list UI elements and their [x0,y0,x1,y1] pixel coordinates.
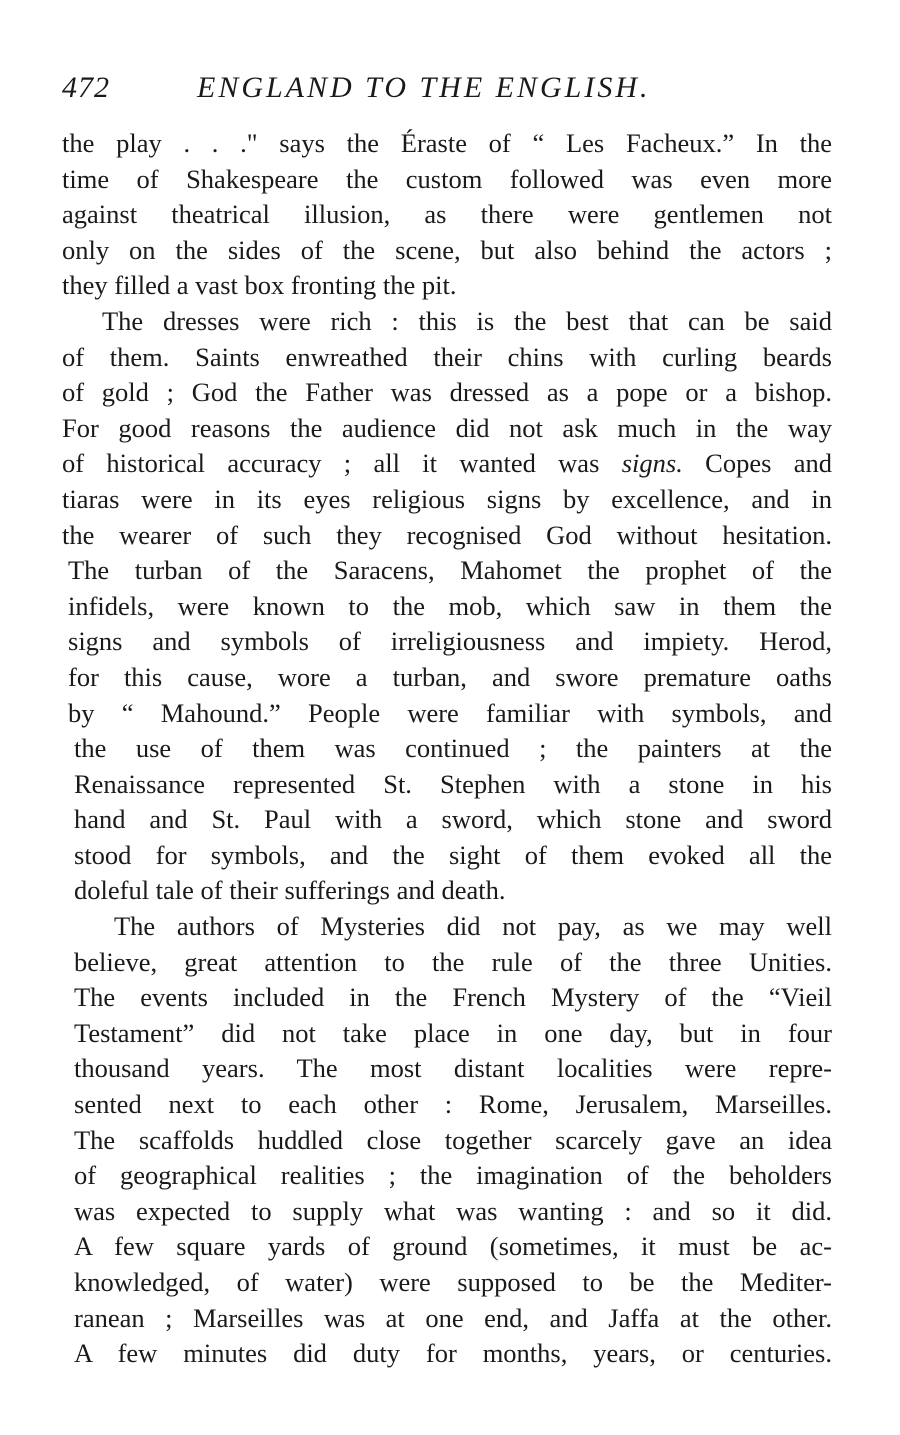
page-number: 472 [62,71,110,104]
text-line: the wearer of such they recognised God without hesitation. [62,519,832,550]
text-line: hand and St. Paul with a sword, which stone and sword [74,804,832,835]
text-segment: Copes and [682,448,832,479]
text-line: by “ Mahound.” People were familiar with symbols, and [68,697,832,728]
text-line: The dresses were rich : this is the best that can be said [102,305,832,336]
text-line: Renaissance represented St. Stephen with a stone in his [74,768,832,799]
text-line: they filled a vast box fronting the pit. [62,270,457,301]
text-line: of gold ; God the Father was dressed as a pope or a bishop. [62,377,832,408]
text-line: The scaffolds huddled close together scarcely gave an idea [74,1124,832,1155]
text-line: For good reasons the audience did not ask much in the way [62,412,832,443]
text-line: A few minutes did duty for months, years, or centuries. [74,1338,832,1369]
text-line: sented next to each other : Rome, Jerusalem, Marseilles. [74,1089,832,1120]
text-line: of them. Saints enwreathed their chins with curling beards [62,341,832,372]
text-line: infidels, were known to the mob, which saw in them the [68,590,832,621]
text-line: The events included in the French Mystery of the “Vieil [74,982,832,1013]
text-line: ranean ; Marseilles was at one end, and Jaffa at the other. [74,1302,832,1333]
text-line: time of Shakespeare the custom followed was even more [62,163,832,194]
text-line: was expected to supply what was wanting : and so it did. [74,1195,832,1226]
text-line: for this cause, wore a turban, and swore premature oaths [68,661,832,692]
text-segment: of historical accuracy ; all it wanted was [62,448,622,479]
text-line: the use of them was continued ; the painters at the [74,733,832,764]
paragraph [62,304,832,909]
paragraph [62,126,832,304]
text-line: only on the sides of the scene, but also behind the actors ; [62,234,832,265]
running-title: ENGLAND TO THE ENGLISH. [197,71,651,104]
text-line: believe, great attention to the rule of the three Unities. [74,946,832,977]
text-line: doleful tale of their sufferings and death. [74,875,506,906]
running-head [62,68,832,108]
text-line: of geographical realities ; the imagination of the beholders [74,1160,832,1191]
text-line: thousand years. The most distant localities were repre- [74,1053,832,1084]
text-line: The authors of Mysteries did not pay, as we may well [114,911,832,942]
text-line: knowledged, of water) were supposed to be the Mediter- [74,1267,832,1297]
text-line: against theatrical illusion, as there were gentlemen not [62,199,832,230]
text-line: the play . . ." says the Éraste of “ Les Facheux.” In the [62,128,832,158]
text-line: signs and symbols of irreligiousness and impiety. Herod, [68,626,832,657]
paragraph [62,909,832,1372]
text-line: A few square yards of ground (sometimes, it must be ac- [74,1231,832,1262]
text-line [62,446,832,482]
text-line: stood for symbols, and the sight of them evoked all the [74,839,832,870]
text-line: Testament” did not take place in one day, but in four [74,1017,832,1048]
body-text [62,126,832,1372]
italic-word: signs. [621,448,683,479]
text-line: The turban of the Saracens, Mahomet the prophet of the [68,555,832,586]
text-line: tiaras were in its eyes religious signs by excellence, and in [62,483,832,514]
